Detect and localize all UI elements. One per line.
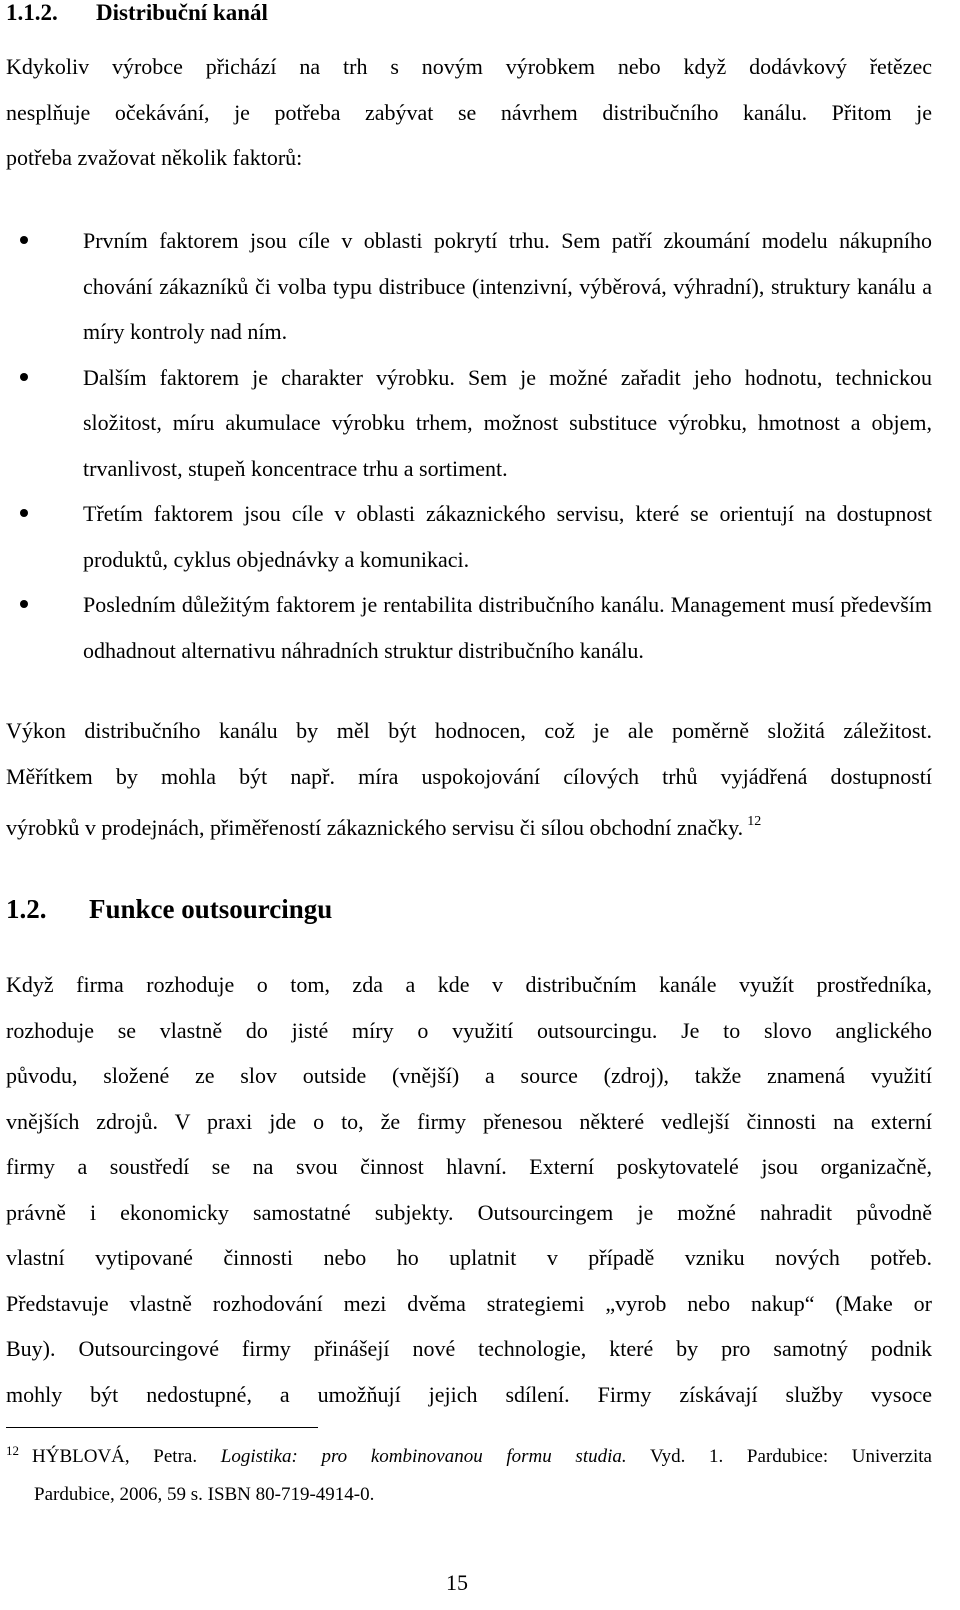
intro-line: Kdykoliv výrobce přichází na trh s novým výrobkem nebo když dodávkový řetězec — [6, 54, 932, 79]
list-item — [6, 491, 932, 582]
footnote-title-suffix: : pro kombinovanou formu studia. — [291, 1446, 627, 1467]
outsourcing-paragraph — [6, 962, 932, 1417]
performance-line-text: výrobků v prodejnách, přiměřeností zákaznického servisu či sílou obchodní značky. — [6, 815, 744, 840]
bullet-icon — [20, 600, 28, 608]
list-item — [6, 355, 932, 492]
outsourcing-line: Buy). Outsourcingové firmy přinášejí nové technologie, které by pro samotný podnik — [6, 1336, 932, 1361]
outsourcing-line: vnějších zdrojů. V praxi jde o to, že firmy přenesou některé vedlejší činnosti na externí — [6, 1108, 932, 1134]
section-number: 1.1.2. — [6, 0, 58, 25]
outsourcing-line: právně i ekonomicky samostatné subjekty. Outsourcingem je možné nahradit původně — [6, 1199, 932, 1225]
intro-paragraph — [6, 44, 932, 181]
footnote-title-prefix: Logistika — [220, 1446, 292, 1467]
section-heading — [6, 0, 268, 26]
footnote-divider — [6, 1427, 318, 1428]
list-item-text: Třetím faktorem jsou cíle v oblasti zákaznického servisu, které se orientují na dostupnost produktů, cyklus objednávky a komunikaci. — [83, 501, 932, 572]
bullet-icon — [20, 373, 28, 381]
footnote-line-2: Pardubice, 2006, 59 s. ISBN 80-719-4914-0. — [34, 1484, 375, 1505]
footnote-publication: Vyd. 1. Pardubice: Univerzita — [649, 1446, 932, 1467]
performance-line: Výkon distribučního kanálu by měl být hodnocen, což je ale poměrně složitá záležitost. — [6, 718, 932, 743]
list-item — [6, 582, 932, 673]
outsourcing-line: firmy a soustředí se na svou činnost hlavní. Externí poskytovatelé jsou organizačně, — [6, 1154, 932, 1179]
list-item-text: Prvním faktorem jsou cíle v oblasti pokrytí trhu. Sem patří zkoumání modelu nákupního chování zákazníků či volba typu distribuce (intenzivní, výběrová, výhradní), struktury kanálu a míry kontroly nad ním. — [83, 228, 932, 344]
outsourcing-line: Když firma rozhoduje o tom, zda a kde v distribučním kanále využít prostředníka, — [6, 972, 932, 997]
bullet-icon — [20, 509, 28, 517]
performance-line: Měřítkem by mohla být např. míra uspokojování cílových trhů vyjádřená dostupností — [6, 763, 932, 789]
intro-line: potřeba zvažovat několik faktorů: — [6, 145, 303, 170]
chapter-title: Funkce outsourcingu — [89, 894, 333, 924]
chapter-heading — [6, 893, 332, 925]
list-item-text: Dalším faktorem je charakter výrobku. Sem je možné zařadit jeho hodnotu, technickou složitost, míru akumulace výrobku trhem, možnost substituce výrobku, hmotnost a objem, trvanlivost, stupeň koncentrace trhu a sortiment. — [83, 364, 932, 481]
footnote-reference[interactable]: 12 — [747, 814, 762, 829]
performance-paragraph — [6, 708, 932, 851]
list-item-text: Posledním důležitým faktorem je rentabilita distribučního kanálu. Management musí především odhadnout alternativu náhradních struktur distribučního kanálu. — [83, 592, 932, 663]
outsourcing-line: původu, složené ze slov outside (vnější) a source (zdroj), takže znamená využití — [6, 1063, 932, 1088]
outsourcing-line: mohly být nedostupné, a umožňují jejich sdílení. Firmy získávají služby vysoce — [6, 1381, 932, 1407]
list-item — [6, 218, 932, 355]
page-number: 15 — [446, 1570, 468, 1595]
footnote — [6, 1438, 932, 1514]
chapter-number: 1.2. — [6, 894, 47, 924]
outsourcing-line: Představuje vlastně rozhodování mezi dvěma strategiemi „vyrob nebo nakup“ (Make or — [6, 1290, 932, 1316]
outsourcing-line: rozhoduje se vlastně do jisté míry o využití outsourcingu. Je to slovo anglického — [6, 1017, 932, 1043]
bullet-icon — [20, 236, 28, 244]
intro-line: nesplňuje očekávání, je potřeba zabývat se návrhem distribučního kanálu. Přitom je — [6, 99, 932, 125]
outsourcing-line: vlastní vytipované činnosti nebo ho uplatnit v případě vzniku nových potřeb. — [6, 1245, 932, 1270]
footnote-line-1 — [6, 1438, 932, 1476]
footnote-author: HÝBLOVÁ, Petra. — [32, 1446, 198, 1467]
performance-line — [6, 799, 932, 851]
footnote-mark: 12 — [6, 1443, 19, 1458]
factor-list — [6, 218, 932, 673]
section-title: Distribuční kanál — [96, 0, 268, 25]
